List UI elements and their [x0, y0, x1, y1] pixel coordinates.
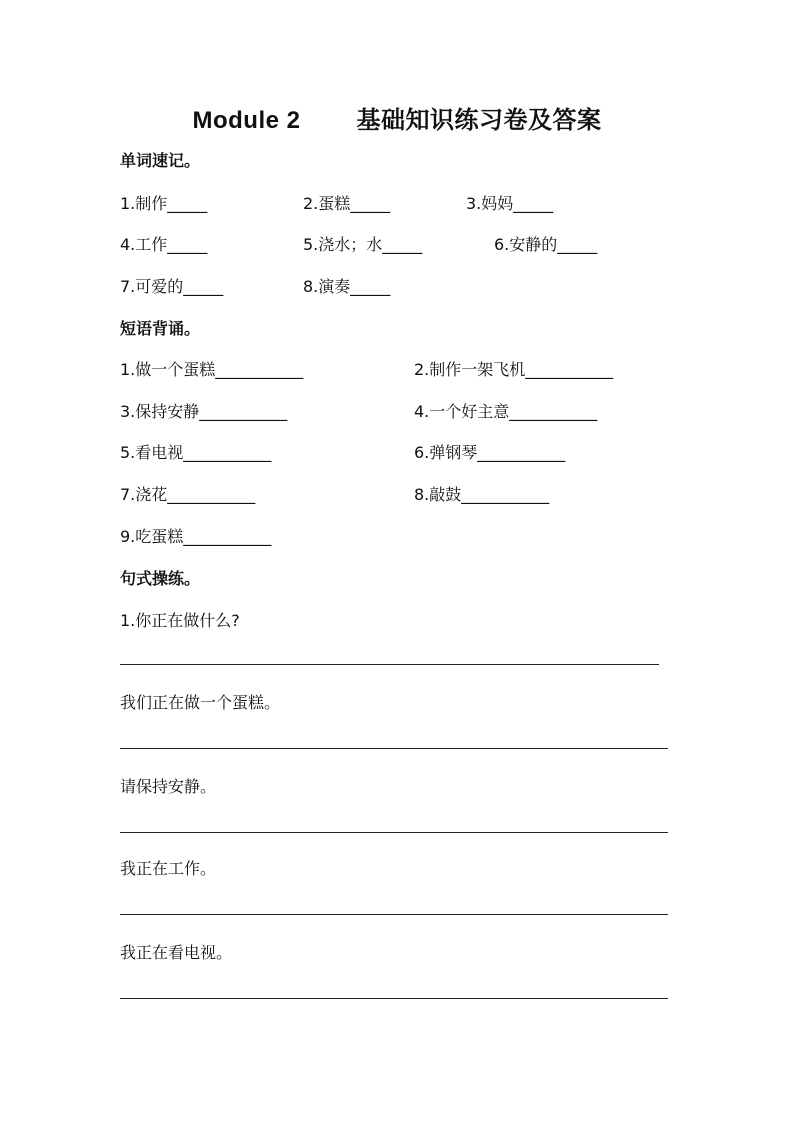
sentence-prompt: 我正在工作。 [120, 859, 217, 878]
word-item: 3.妈妈_____ [466, 194, 554, 213]
phrase-item: 6.弹钢琴___________ [414, 443, 566, 462]
answer-line [120, 832, 668, 833]
page-title [0, 100, 794, 135]
title-module: Module 2 [192, 107, 301, 134]
sentence-prompt: 请保持安静。 [120, 777, 217, 796]
word-item: 5.浇水；水_____ [303, 235, 423, 254]
section-heading-phrases: 短语背诵。 [120, 319, 201, 338]
answer-line [120, 914, 668, 915]
phrase-item: 9.吃蛋糕___________ [120, 527, 272, 546]
answer-line [120, 664, 659, 665]
title-subtitle: 基础知识练习卷及答案 [356, 105, 602, 134]
word-item: 2.蛋糕_____ [303, 194, 391, 213]
sentence-prompt: 1.你正在做什么? [120, 611, 240, 630]
word-item: 6.安静的_____ [494, 235, 598, 254]
phrase-item: 1.做一个蛋糕___________ [120, 360, 304, 379]
section-heading-sentences: 句式操练。 [120, 569, 201, 588]
answer-line [120, 748, 668, 749]
phrase-item: 7.浇花___________ [120, 485, 256, 504]
phrase-item: 2.制作一架飞机___________ [414, 360, 614, 379]
word-item: 8.演奏_____ [303, 277, 391, 296]
section-heading-words: 单词速记。 [120, 151, 201, 170]
sentence-prompt: 我正在看电视。 [120, 943, 233, 962]
sentence-prompt: 我们正在做一个蛋糕。 [120, 693, 281, 712]
phrase-item: 8.敲鼓___________ [414, 485, 550, 504]
answer-line [120, 998, 668, 999]
word-item: 7.可爱的_____ [120, 277, 224, 296]
phrase-item: 3.保持安静___________ [120, 402, 288, 421]
word-item: 4.工作_____ [120, 235, 208, 254]
phrase-item: 5.看电视___________ [120, 443, 272, 462]
word-item: 1.制作_____ [120, 194, 208, 213]
phrase-item: 4.一个好主意___________ [414, 402, 598, 421]
